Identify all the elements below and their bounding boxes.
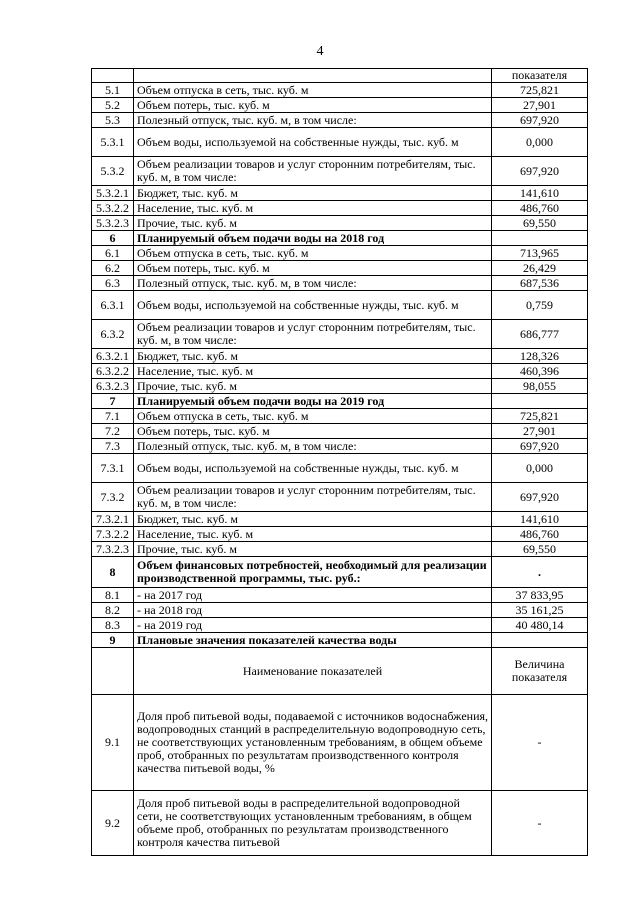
row-number: 9.2 [92, 791, 134, 856]
row-number: 6.3.2 [92, 320, 134, 349]
row-number: 7.2 [92, 424, 134, 439]
row-description: Объем воды, используемой на собственные нужды, тыс. куб. м [134, 128, 492, 157]
table-header-continuation [92, 69, 588, 83]
table-row [92, 364, 588, 379]
table-row [92, 379, 588, 394]
row-number: 7.1 [92, 409, 134, 424]
table-row [92, 216, 588, 231]
row-number: 5.3.2.1 [92, 186, 134, 201]
row-value: 37 833,95 [492, 588, 588, 603]
row-number: 9 [92, 633, 134, 648]
table-row [92, 483, 588, 512]
row-number: 5.3.2.2 [92, 201, 134, 216]
row-number: 5.1 [92, 83, 134, 98]
row-description: Бюджет, тыс. куб. м [134, 349, 492, 364]
header-num-cell [92, 69, 134, 83]
row-description: Население, тыс. куб. м [134, 527, 492, 542]
row-value: 141,610 [492, 512, 588, 527]
row-description: Население, тыс. куб. м [134, 201, 492, 216]
row-number: 7.3.2.2 [92, 527, 134, 542]
table-row [92, 512, 588, 527]
row-description: - на 2019 год [134, 618, 492, 633]
row-value: 27,901 [492, 424, 588, 439]
table-row [92, 424, 588, 439]
row-value: 687,536 [492, 276, 588, 291]
row-description: Бюджет, тыс. куб. м [134, 512, 492, 527]
row-description: Объем финансовых потребностей, необходимый для реализации производственной программы, тыс. руб.: [134, 557, 492, 588]
quality-row [92, 791, 588, 856]
quality-header-row [92, 648, 588, 695]
row-number: 6 [92, 231, 134, 246]
row-description: Объем реализации товаров и услуг сторонним потребителям, тыс. куб. м, в том числе: [134, 320, 492, 349]
row-description: Планируемый объем подачи воды на 2019 год [134, 394, 492, 409]
indicators-table-body [92, 69, 588, 856]
row-value: 725,821 [492, 83, 588, 98]
row-number: 6.3 [92, 276, 134, 291]
row-description: Бюджет, тыс. куб. м [134, 186, 492, 201]
quality-header-num [92, 648, 134, 695]
row-number: 7.3.2 [92, 483, 134, 512]
table-row [92, 276, 588, 291]
row-value: - [492, 695, 588, 791]
row-description: Прочие, тыс. куб. м [134, 216, 492, 231]
row-number: 7 [92, 394, 134, 409]
table-row [92, 128, 588, 157]
table-row [92, 246, 588, 261]
row-value: 35 161,25 [492, 603, 588, 618]
table-row [92, 439, 588, 454]
row-description: Полезный отпуск, тыс. куб. м, в том числе: [134, 113, 492, 128]
row-description: Объем потерь, тыс. куб. м [134, 261, 492, 276]
row-value: 686,777 [492, 320, 588, 349]
row-description: Объем реализации товаров и услуг сторонним потребителям, тыс. куб. м, в том числе: [134, 483, 492, 512]
row-value: 725,821 [492, 409, 588, 424]
row-description: Объем воды, используемой на собственные нужды, тыс. куб. м [134, 454, 492, 483]
row-value: 486,760 [492, 527, 588, 542]
row-number: 5.3.1 [92, 128, 134, 157]
table-row [92, 186, 588, 201]
row-value: 713,965 [492, 246, 588, 261]
table-row [92, 157, 588, 186]
row-number: 6.2 [92, 261, 134, 276]
row-value: 697,920 [492, 113, 588, 128]
row-value: 69,550 [492, 216, 588, 231]
row-value: 141,610 [492, 186, 588, 201]
header-text-cell [134, 69, 492, 83]
row-number: 6.3.2.3 [92, 379, 134, 394]
row-number: 7.3.2.3 [92, 542, 134, 557]
table-row [92, 454, 588, 483]
row-number: 8 [92, 557, 134, 588]
row-description: Прочие, тыс. куб. м [134, 379, 492, 394]
row-description: - на 2018 год [134, 603, 492, 618]
row-number: 8.3 [92, 618, 134, 633]
row-number: 5.3 [92, 113, 134, 128]
row-value: 697,920 [492, 439, 588, 454]
row-value: 40 480,14 [492, 618, 588, 633]
row-value [492, 633, 588, 648]
table-row [92, 542, 588, 557]
section-row [92, 557, 588, 588]
row-value: 26,429 [492, 261, 588, 276]
row-number: 6.1 [92, 246, 134, 261]
row-value: - [492, 791, 588, 856]
row-number: 8.2 [92, 603, 134, 618]
row-description: Объем отпуска в сеть, тыс. куб. м [134, 83, 492, 98]
row-description: Объем воды, используемой на собственные нужды, тыс. куб. м [134, 291, 492, 320]
row-number: 7.3.1 [92, 454, 134, 483]
row-number: 5.3.2 [92, 157, 134, 186]
row-value: 486,760 [492, 201, 588, 216]
quality-header-value: Величина показателя [492, 648, 588, 695]
row-value: 0,759 [492, 291, 588, 320]
row-number: 6.3.1 [92, 291, 134, 320]
row-description: Полезный отпуск, тыс. куб. м, в том числе: [134, 276, 492, 291]
row-description: Доля проб питьевой воды в распределительной водопроводной сети, не соответствующих установленным требованиям, в общем объеме проб, отобранных по результатам производственного контроля качества питьевой [134, 791, 492, 856]
table-row [92, 291, 588, 320]
row-value: 697,920 [492, 483, 588, 512]
table-row [92, 409, 588, 424]
row-value: 0,000 [492, 128, 588, 157]
table-row [92, 320, 588, 349]
row-number: 7.3.2.1 [92, 512, 134, 527]
table-row [92, 527, 588, 542]
row-number: 6.3.2.2 [92, 364, 134, 379]
row-value: 697,920 [492, 157, 588, 186]
row-description: Объем отпуска в сеть, тыс. куб. м [134, 409, 492, 424]
page-number: 4 [316, 44, 324, 59]
row-description: - на 2017 год [134, 588, 492, 603]
table-row [92, 113, 588, 128]
row-value: 69,550 [492, 542, 588, 557]
row-description: Объем потерь, тыс. куб. м [134, 98, 492, 113]
row-description: Население, тыс. куб. м [134, 364, 492, 379]
quality-row [92, 695, 588, 791]
row-description: Планируемый объем подачи воды на 2018 год [134, 231, 492, 246]
row-value: . [492, 557, 588, 588]
row-number: 9.1 [92, 695, 134, 791]
table-row [92, 201, 588, 216]
table-row [92, 603, 588, 618]
table-row [92, 98, 588, 113]
table-row [92, 261, 588, 276]
row-description: Доля проб питьевой воды, подаваемой с источников водоснабжения, водопроводных станций в распределительную водопроводную сеть, не соответствующих установленным требованиям, в общем объеме проб, отобранных по результатам производственного контроля качества питьевой воды, % [134, 695, 492, 791]
row-value [492, 231, 588, 246]
section-row [92, 633, 588, 648]
quality-header-name: Наименование показателей [134, 648, 492, 695]
row-number: 5.3.2.3 [92, 216, 134, 231]
row-number: 6.3.2.1 [92, 349, 134, 364]
section-row [92, 231, 588, 246]
row-value: 460,396 [492, 364, 588, 379]
table-row [92, 618, 588, 633]
table-row [92, 588, 588, 603]
row-description: Прочие, тыс. куб. м [134, 542, 492, 557]
table-row [92, 83, 588, 98]
row-value [492, 394, 588, 409]
row-number: 5.2 [92, 98, 134, 113]
header-value-cell: показателя [492, 69, 588, 83]
row-description: Объем отпуска в сеть, тыс. куб. м [134, 246, 492, 261]
table-row [92, 349, 588, 364]
row-description: Объем потерь, тыс. куб. м [134, 424, 492, 439]
row-number: 8.1 [92, 588, 134, 603]
row-value: 98,055 [492, 379, 588, 394]
indicators-table [91, 68, 588, 856]
row-value: 27,901 [492, 98, 588, 113]
row-description: Плановые значения показателей качества воды [134, 633, 492, 648]
row-value: 0,000 [492, 454, 588, 483]
row-description: Полезный отпуск, тыс. куб. м, в том числе: [134, 439, 492, 454]
row-description: Объем реализации товаров и услуг сторонним потребителям, тыс. куб. м, в том числе: [134, 157, 492, 186]
section-row [92, 394, 588, 409]
row-value: 128,326 [492, 349, 588, 364]
row-number: 7.3 [92, 439, 134, 454]
